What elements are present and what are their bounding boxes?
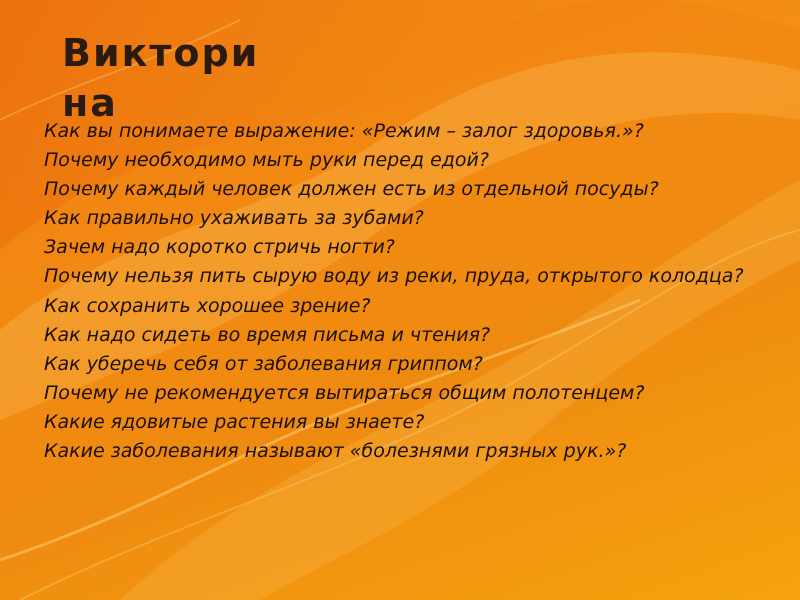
list-item: Почему нельзя пить сырую воду из реки, пруда, открытого колодца? [44,265,744,288]
list-item: Почему необходимо мыть руки перед едой? [44,149,489,172]
list-item: Как правильно ухаживать за зубами? [44,207,424,230]
list-item: Как сохранить хорошее зрение? [44,294,371,317]
list-item: Как надо сидеть во время письма и чтения? [44,323,491,346]
list-item: Какие заболевания называют «болезнями грязных рук.»? [44,440,627,463]
list-item: Как уберечь себя от заболевания гриппом? [44,352,483,375]
list-item: Зачем надо коротко стричь ногти? [44,236,395,259]
list-item: Почему каждый человек должен есть из отдельной посуды? [44,178,659,201]
slide-title: Викторина [62,31,260,125]
list-item: Как вы понимаете выражение: «Режим – залог здоровья.»? [44,120,644,142]
list-item: Какие ядовитые растения вы знаете? [44,410,425,433]
list-item: Почему не рекомендуется вытираться общим полотенцем? [44,381,645,404]
question-list [44,117,784,466]
